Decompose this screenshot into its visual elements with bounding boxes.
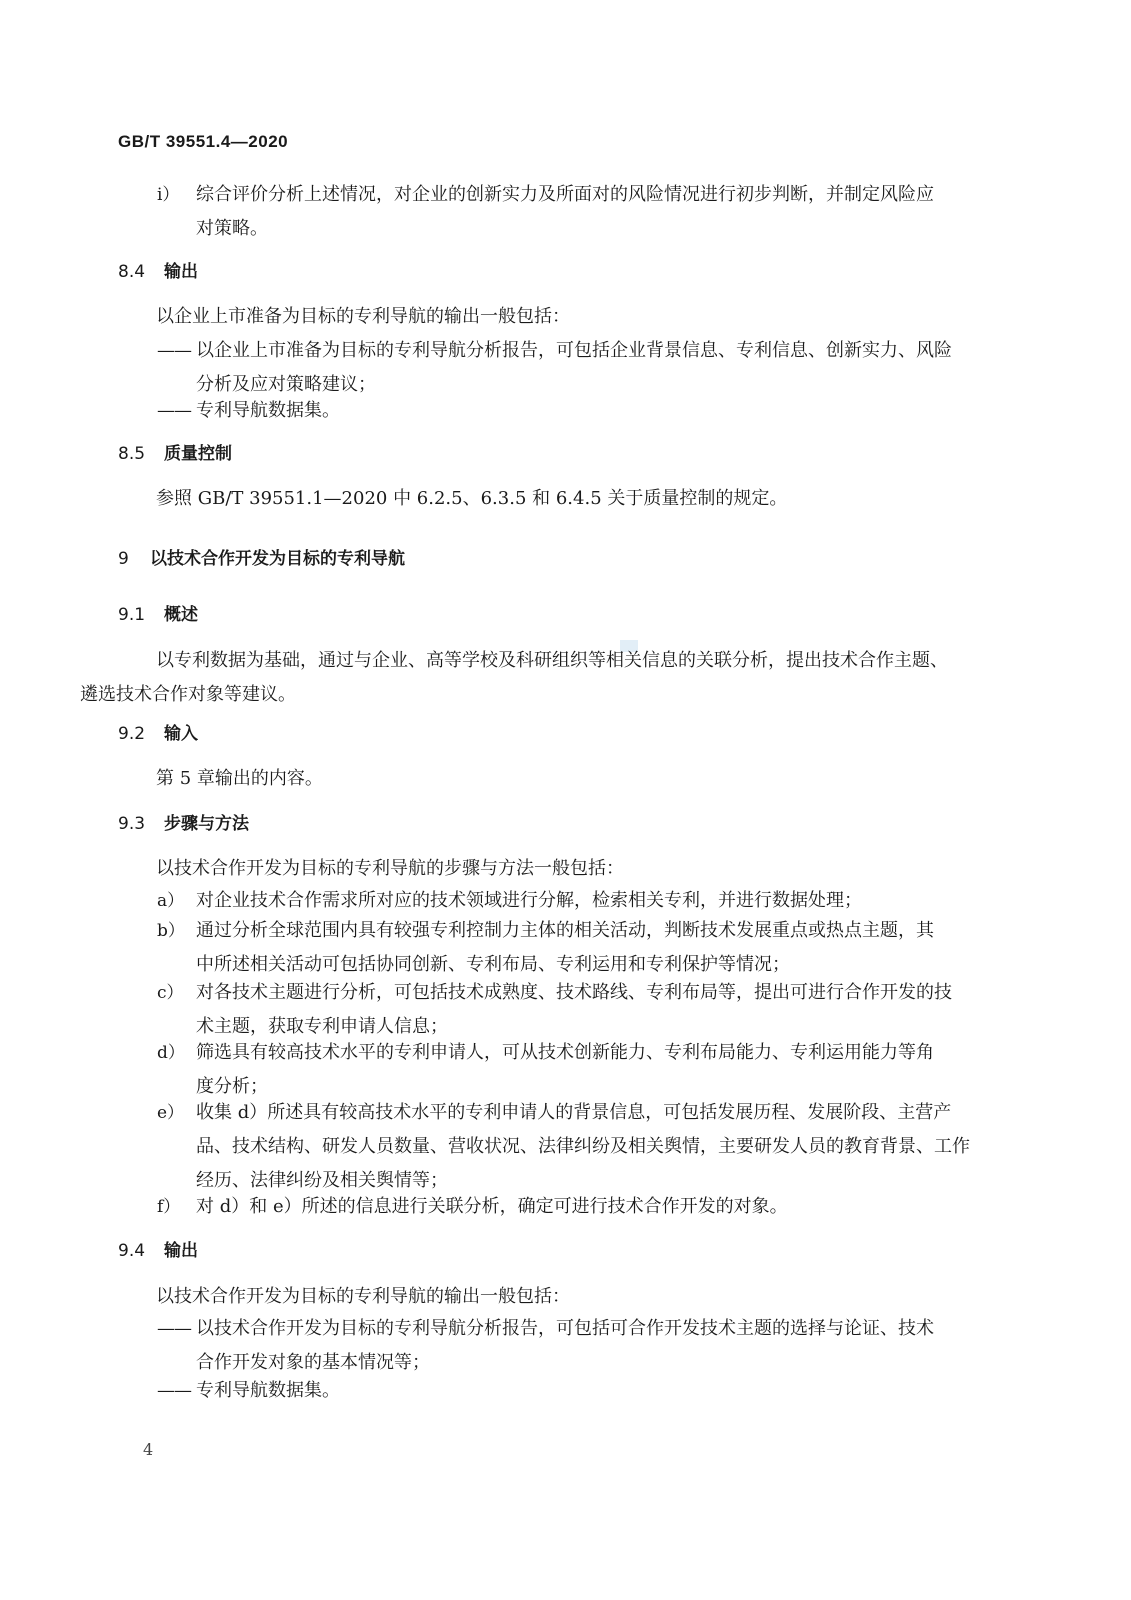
list-item-label: e） [157, 1103, 185, 1123]
section-number: 8.4 [118, 262, 146, 282]
section-heading-8-4 [118, 257, 198, 287]
text-line: 综合评价分析上述情况，对企业的创新实力及所面对的风险情况进行初步判断，并制定风险应 [196, 184, 934, 205]
text-line: 以专利数据为基础，通过与企业、高等学校及科研组织等相关信息的关联分析，提出技术合作主题、 [156, 650, 948, 671]
section-9-4-intro: 以技术合作开发为目标的专利导航的输出一般包括： [156, 1286, 570, 1307]
list-item-text [196, 178, 986, 246]
dash-item-text [196, 334, 986, 402]
section-number: 9.4 [118, 1241, 146, 1261]
standard-code-header: GB/T 39551.4—2020 [118, 132, 289, 151]
text-line: 专利导航数据集。 [196, 400, 340, 421]
list-item-text [196, 1096, 986, 1198]
text-line: 收集 d）所述具有较高技术水平的专利申请人的背景信息，可包括发展历程、发展阶段、主营产 [196, 1102, 952, 1123]
text-line: 合作开发对象的基本情况等； [196, 1352, 430, 1373]
list-item-text [196, 914, 986, 982]
section-8-5-text: 参照 GB/T 39551.1—2020 中 6.2.5、6.3.5 和 6.4.5 关于质量控制的规定。 [156, 488, 788, 509]
list-item-text [196, 1036, 986, 1104]
list-item-label: f） [157, 1197, 181, 1217]
text-line: 通过分析全球范围内具有较强专利控制力主体的相关活动，判断技术发展重点或热点主题，其 [196, 920, 934, 941]
text-line: 对企业技术合作需求所对应的技术领域进行分解，检索相关专利，并进行数据处理； [196, 890, 862, 911]
section-title: 质量控制 [164, 444, 232, 464]
dash-item-text [196, 394, 986, 428]
section-title: 概述 [164, 605, 198, 625]
section-number: 9.2 [118, 724, 146, 744]
text-line: 专利导航数据集。 [196, 1380, 340, 1401]
text-line: 以企业上市准备为目标的专利导航分析报告，可包括企业背景信息、专利信息、创新实力、风险 [196, 340, 952, 361]
chapter-heading-9 [118, 544, 405, 574]
section-heading-9-2 [118, 719, 198, 749]
dash-item-text [196, 1374, 986, 1408]
list-item-label: d） [157, 1043, 185, 1063]
text-line: 经历、法律纠纷及相关舆情等； [196, 1170, 448, 1191]
section-number: 9.1 [118, 605, 146, 625]
dash-marker: —— [157, 1380, 191, 1401]
dash-marker: —— [157, 1318, 191, 1339]
text-line: 度分析； [196, 1076, 268, 1097]
dash-marker: —— [157, 340, 191, 361]
list-item-label: b） [157, 921, 185, 941]
text-line: 中所述相关活动可包括协同创新、专利布局、专利运用和专利保护等情况； [196, 954, 790, 975]
section-title: 输出 [164, 1241, 198, 1261]
list-item-text [196, 976, 986, 1044]
section-title: 步骤与方法 [164, 814, 249, 834]
section-9-3-intro: 以技术合作开发为目标的专利导航的步骤与方法一般包括： [156, 858, 624, 879]
list-item-text [196, 1190, 986, 1224]
text-line: 对 d）和 e）所述的信息进行关联分析，确定可进行技术合作开发的对象。 [196, 1196, 788, 1217]
page-number: 4 [143, 1440, 154, 1459]
section-title: 输出 [164, 262, 198, 282]
text-line: 遴选技术合作对象等建议。 [80, 684, 296, 705]
section-number: 8.5 [118, 444, 146, 464]
dash-item-text [196, 1312, 986, 1380]
list-item-label: a） [157, 891, 185, 911]
list-item-label: c） [157, 983, 184, 1003]
section-number: 9.3 [118, 814, 146, 834]
text-line: 分析及应对策略建议； [196, 374, 376, 395]
section-title: 输入 [164, 724, 198, 744]
section-9-1-text [80, 644, 986, 712]
section-heading-9-4 [118, 1236, 198, 1266]
list-item-text [196, 884, 986, 918]
text-line: 对各技术主题进行分析，可包括技术成熟度、技术路线、专利布局等，提出可进行合作开发的技 [196, 982, 952, 1003]
section-8-4-intro: 以企业上市准备为目标的专利导航的输出一般包括： [156, 306, 570, 327]
dash-marker: —— [157, 400, 191, 421]
text-line: 对策略。 [196, 218, 268, 239]
text-line: 以技术合作开发为目标的专利导航分析报告，可包括可合作开发技术主题的选择与论证、技术 [196, 1318, 934, 1339]
chapter-title: 以技术合作开发为目标的专利导航 [150, 549, 405, 569]
section-heading-8-5 [118, 439, 232, 469]
text-line: 术主题，获取专利申请人信息； [196, 1016, 448, 1037]
section-9-2-text: 第 5 章输出的内容。 [156, 768, 323, 789]
chapter-number: 9 [118, 549, 129, 569]
section-heading-9-3 [118, 809, 249, 839]
text-line: 筛选具有较高技术水平的专利申请人，可从技术创新能力、专利布局能力、专利运用能力等角 [196, 1042, 934, 1063]
text-line: 品、技术结构、研发人员数量、营收状况、法律纠纷及相关舆情，主要研发人员的教育背景、工作 [196, 1136, 970, 1157]
list-item-label: i） [157, 185, 180, 205]
section-heading-9-1 [118, 600, 198, 630]
